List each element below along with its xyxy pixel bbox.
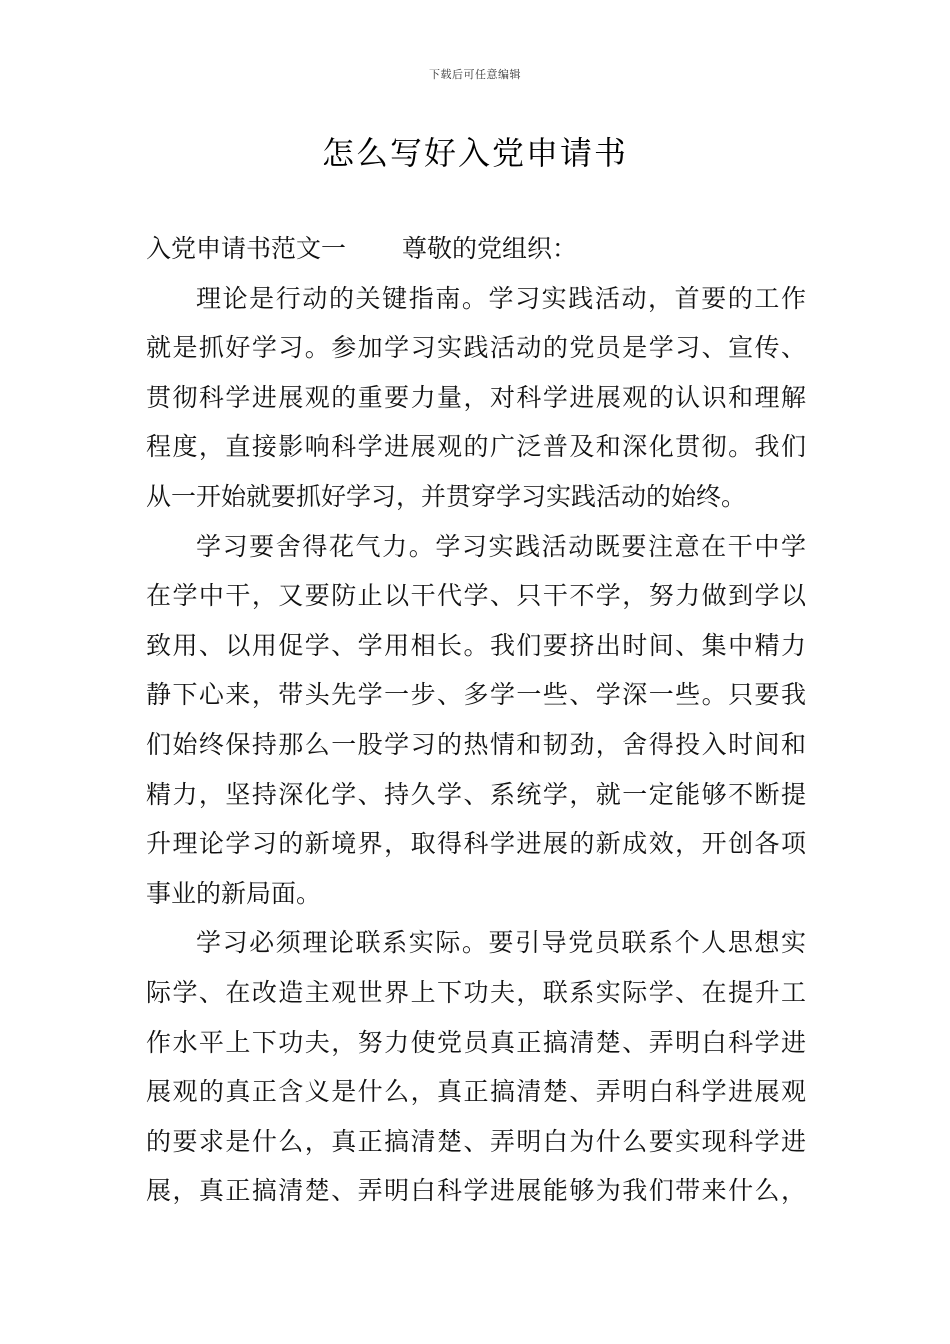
paragraph-line: 程度，直接影响科学进展观的广泛普及和深化贯彻。我们 <box>146 432 806 462</box>
paragraph-line: 们始终保持那么一股学习的热情和韧劲，舍得投入时间和 <box>146 729 806 759</box>
paragraph-line: 学习必须理论联系实际。要引导党员联系个人思想实 <box>196 928 806 958</box>
paragraph-line: 精力，坚持深化学、持久学、系统学，就一定能够不断提 <box>146 779 806 809</box>
paragraph-line: 致用、以用促学、学用相长。我们要挤出时间、集中精力 <box>146 630 806 660</box>
paragraph-line: 升理论学习的新境界，取得科学进展的新成效，开创各项 <box>146 829 806 859</box>
paragraph-2 <box>146 522 806 919</box>
paragraph-line: 从一开始就要抓好学习，并贯穿学习实践活动的始终。 <box>146 481 747 511</box>
paragraph-line: 际学、在改造主观世界上下功夫，联系实际学、在提升工 <box>146 977 806 1007</box>
paragraph-1 <box>146 274 806 522</box>
paragraph-line: 贯彻科学进展观的重要力量，对科学进展观的认识和理解 <box>146 382 806 412</box>
opening-line <box>146 224 806 274</box>
document-title: 怎么写好入党申请书 <box>321 134 628 172</box>
paragraph-line: 就是抓好学习。参加学习实践活动的党员是学习、宣传、 <box>146 333 806 363</box>
paragraph-line: 在学中干，又要防止以干代学、只干不学，努力做到学以 <box>146 581 806 611</box>
paragraph-3 <box>146 918 806 1216</box>
paragraph-line: 作水平上下功夫，努力使党员真正搞清楚、弄明白科学进 <box>146 1027 806 1057</box>
document-body <box>146 224 806 1216</box>
paragraph-line: 静下心来，带头先学一步、多学一些、学深一些。只要我 <box>146 680 806 710</box>
salutation: 尊敬的党组织： <box>402 234 578 263</box>
paragraph-line: 的要求是什么，真正搞清楚、弄明白为什么要实现科学进 <box>146 1126 806 1156</box>
sample-label: 入党申请书范文一 <box>146 234 347 263</box>
paragraph-line: 学习要舍得花气力。学习实践活动既要注意在干中学 <box>196 531 806 561</box>
header-note: 下载后可任意编辑 <box>429 68 521 81</box>
paragraph-line: 事业的新局面。 <box>146 878 322 908</box>
paragraph-line: 理论是行动的关键指南。学习实践活动，首要的工作 <box>196 283 806 313</box>
paragraph-line: 展观的真正含义是什么，真正搞清楚、弄明白科学进展观 <box>146 1077 806 1107</box>
paragraph-line: 展，真正搞清楚、弄明白科学进展能够为我们带来什么， <box>146 1176 806 1206</box>
